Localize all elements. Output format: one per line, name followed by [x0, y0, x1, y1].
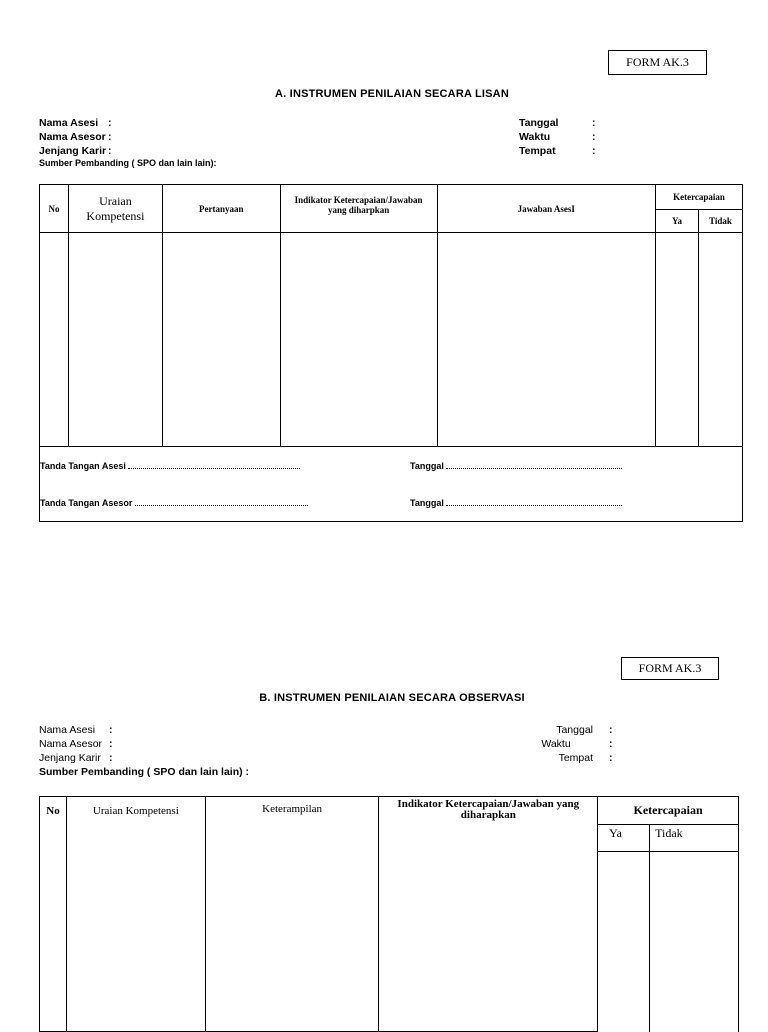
form-a-field-nama-asesor: Nama Asesor :: [39, 131, 112, 143]
form-b-table: [39, 796, 739, 1032]
form-a-header-no: No: [40, 185, 69, 233]
form-a-sign-asesor: Tanda Tangan Asesor: [40, 497, 308, 508]
form-a-table: [39, 184, 743, 522]
form-a-sign-asesor-date: Tanggal: [410, 497, 622, 508]
form-b-fields-right: [519, 723, 613, 765]
form-b-header-no: No: [40, 797, 67, 1032]
form-b-header-tidak: Tidak: [650, 825, 739, 852]
form-b-header-ketercapaian: Ketercapaian: [598, 797, 739, 825]
form-a-field-nama-asesi: Nama Asesi :: [39, 117, 112, 129]
form-a-sign-asesi-date: Tanggal: [410, 460, 622, 471]
form-b-cell-ya[interactable]: [598, 852, 650, 1032]
form-b-header-indikator: Indikator Ketercapaian/Jawaban yang diharapkan: [379, 797, 598, 1032]
form-a-sign-asesi: Tanda Tangan Asesi: [40, 460, 300, 471]
form-b-header-uraian: Uraian Kompetensi: [66, 797, 205, 1032]
form-a-code-box: [608, 50, 707, 75]
form-b-field-jenjang-karir: Jenjang Karir :: [39, 752, 113, 764]
form-b-sumber: Sumber Pembanding ( SPO dan lain lain) :: [39, 766, 250, 778]
form-b-fields-left: [39, 723, 249, 779]
form-a-header-ya: Ya: [656, 210, 699, 233]
form-a-field-waktu: Waktu :: [519, 131, 596, 143]
form-a-cell-ya[interactable]: [656, 233, 699, 447]
form-a-header-ketercapaian: Ketercapaian: [656, 185, 743, 210]
form-a-sign-asesi-line[interactable]: [128, 460, 300, 469]
form-b-title: B. INSTRUMEN PENILAIAN SECARA OBSERVASI: [259, 692, 525, 704]
form-b-code: FORM AK.3: [638, 661, 702, 675]
form-a-field-tempat: Tempat :: [519, 145, 596, 157]
table-row: [40, 233, 743, 447]
form-b-field-tempat: Tempat :: [558, 752, 613, 764]
form-b-code-box: [621, 657, 719, 680]
form-b-field-waktu: Waktu :: [541, 738, 613, 750]
form-a-code: FORM AK.3: [626, 55, 689, 69]
form-a-header-indikator: Indikator Ketercapaian/Jawaban yang diharpkan: [280, 185, 437, 233]
form-a-cell-tidak[interactable]: [698, 233, 742, 447]
form-a-header-jawaban: Jawaban AsesI: [437, 185, 656, 233]
form-b-header-keterampilan: Keterampilan: [205, 797, 379, 1032]
form-a-sign-asesi-date-line[interactable]: [446, 460, 622, 469]
form-a-cell-indikator[interactable]: [280, 233, 437, 447]
form-a-fields-right: [519, 116, 596, 158]
form-a-cell-no[interactable]: [40, 233, 69, 447]
form-b-field-nama-asesor: Nama Asesor :: [39, 738, 113, 750]
form-b-field-tanggal: Tanggal :: [556, 724, 613, 736]
form-a-header-uraian: Uraian Kompetensi: [68, 185, 162, 233]
form-a-field-jenjang-karir: Jenjang Karir :: [39, 145, 112, 157]
form-a-cell-pertanyaan[interactable]: [162, 233, 280, 447]
form-a-sign-asesor-line[interactable]: [135, 497, 308, 506]
form-b-header-ya: Ya: [598, 825, 650, 852]
form-a-cell-jawaban[interactable]: [437, 233, 656, 447]
form-b-field-nama-asesi: Nama Asesi :: [39, 724, 113, 736]
form-b-cell-tidak[interactable]: [650, 852, 739, 1032]
form-a-cell-uraian[interactable]: [68, 233, 162, 447]
form-a-fields-left: [39, 116, 112, 158]
form-a-header-tidak: Tidak: [698, 210, 742, 233]
form-a-sumber: Sumber Pembanding ( SPO dan lain lain):: [39, 158, 217, 168]
form-a-title: A. INSTRUMEN PENILAIAN SECARA LISAN: [275, 88, 509, 100]
form-a-sign-asesor-date-line[interactable]: [446, 497, 622, 506]
form-a-header-pertanyaan: Pertanyaan: [162, 185, 280, 233]
form-a-field-tanggal: Tanggal :: [519, 117, 596, 129]
form-a-signature-area: [40, 447, 743, 522]
